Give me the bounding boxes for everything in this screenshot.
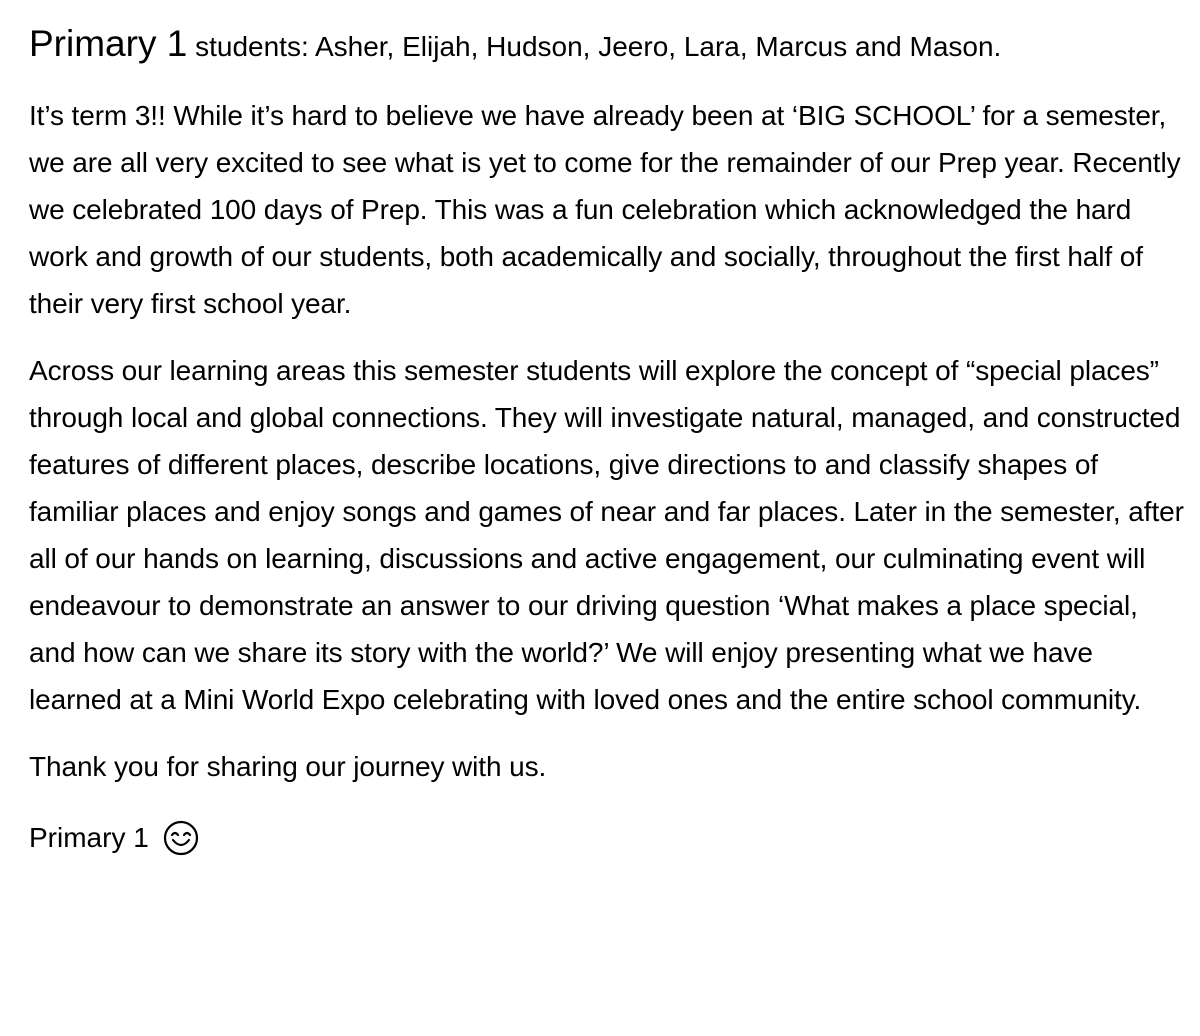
students-list: students: Asher, Elijah, Hudson, Jeero, Lara, Marcus and Mason. [195,31,1002,62]
document-body [29,20,1184,861]
paragraph-intro: It’s term 3!! While it’s hard to believe we have already been at ‘BIG SCHOOL’ for a semester, we are all very excited to see what is yet to come for the remainder of our Prep year. Recently we celebrated 100 days of Prep. This was a fun celebration which acknowledged the hard work and growth of our students, both academically and socially, throughout the first half of their very first school year. [29,100,1181,320]
class-name-heading: Primary 1 [29,23,188,64]
smiley-face-icon [163,820,199,856]
signature-text: Primary 1 [29,822,149,854]
paragraph-thanks: Thank you for sharing our journey with us. [29,751,547,783]
paragraph-learning: Across our learning areas this semester students will explore the concept of “special places” through local and global connections. They will investigate natural, managed, and constructed features of different places, describe locations, give directions to and classify shapes of familiar places and enjoy songs and games of near and far places. Later in the semester, after all of our hands on learning, discussions and active engagement, our culminating event will endeavour to demonstrate an answer to our driving question ‘What makes a place special, and how can we share its story with the world?’ We will enjoy presenting what we have learned at a Mini World Expo celebrating with loved ones and the entire school community. [29,355,1184,716]
signature [29,814,1184,861]
heading [29,20,1184,68]
